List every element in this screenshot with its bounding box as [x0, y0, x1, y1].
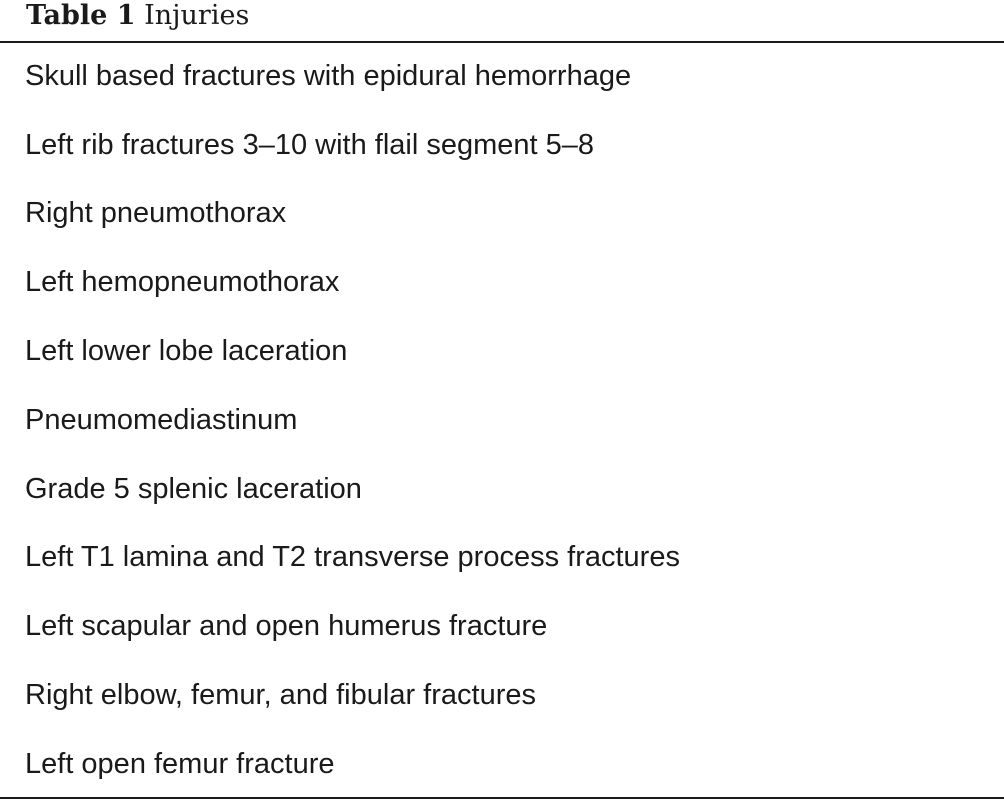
injury-cell: Left rib fractures 3–10 with flail segment 5–8 — [25, 128, 595, 161]
injury-cell: Left hemopneumothorax — [25, 266, 340, 299]
table-row — [0, 456, 1004, 525]
injury-cell: Left scapular and open humerus fracture — [25, 610, 548, 643]
table-row — [0, 249, 1004, 318]
injury-cell: Right elbow, femur, and fibular fractures — [25, 679, 536, 712]
injury-cell: Pneumomediastinum — [25, 403, 298, 436]
injury-cell: Left T1 lamina and T2 transverse process fractures — [25, 541, 680, 574]
injury-cell: Skull based fractures with epidural hemorrhage — [25, 59, 632, 92]
table-row — [0, 525, 1004, 594]
table-bottom-rule — [0, 797, 1004, 799]
table-row — [0, 181, 1004, 250]
table-label: Table 1 — [26, 0, 136, 31]
table-row — [0, 593, 1004, 662]
table-row — [0, 387, 1004, 456]
table-row — [0, 662, 1004, 731]
table-caption — [26, 0, 249, 40]
injury-cell: Left lower lobe laceration — [25, 335, 348, 368]
table-row — [0, 43, 1004, 112]
table-row — [0, 318, 1004, 387]
table-row — [0, 731, 1004, 800]
injury-cell: Grade 5 splenic laceration — [25, 472, 362, 505]
table-title: Injuries — [144, 0, 250, 31]
injury-cell: Right pneumothorax — [25, 197, 287, 230]
table-body — [0, 43, 1004, 797]
table-row — [0, 112, 1004, 181]
injury-cell: Left open femur fracture — [25, 747, 335, 780]
